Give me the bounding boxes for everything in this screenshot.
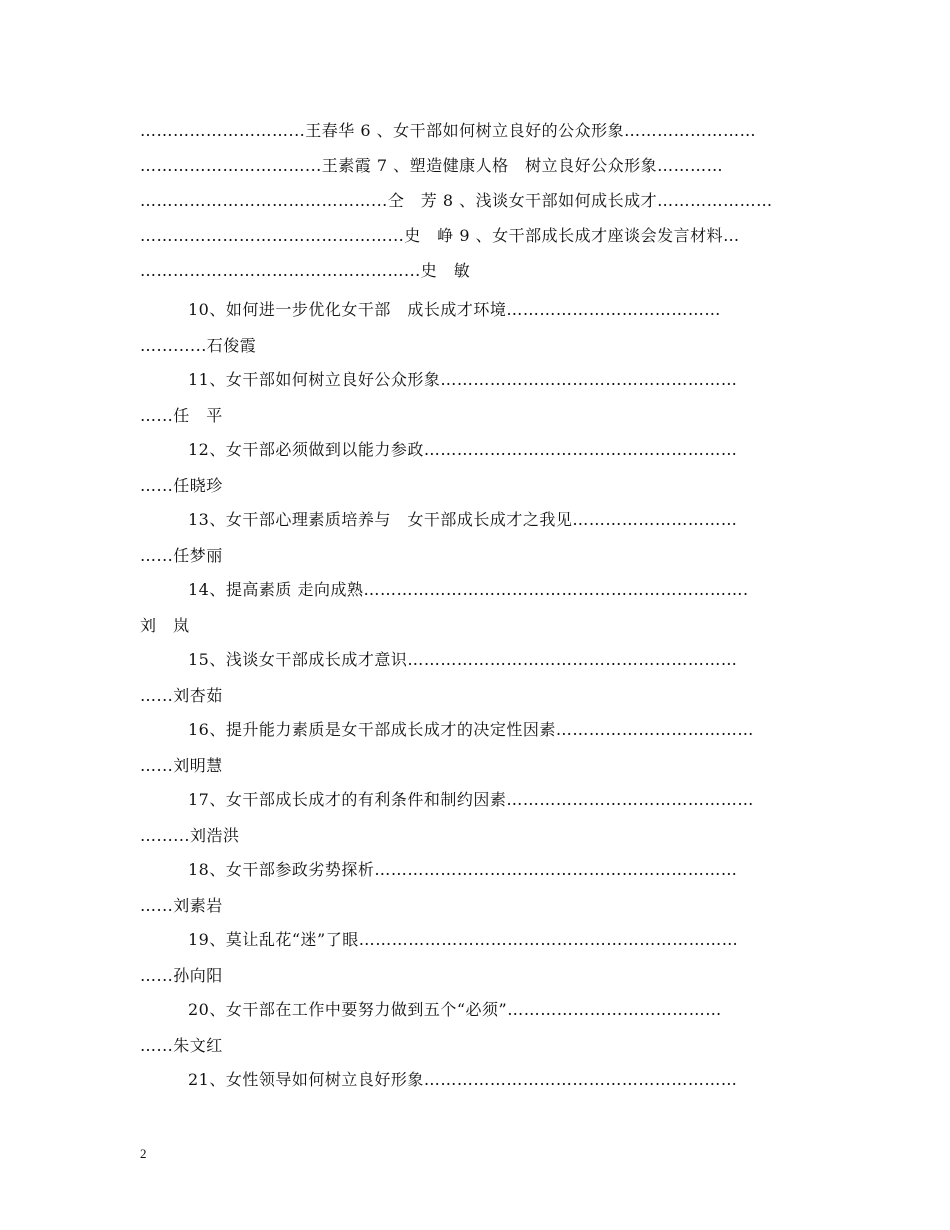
toc-entry-author: …...朱文红: [140, 1036, 223, 1055]
page-number: 2: [140, 1146, 147, 1161]
toc-entry-author: …...任 平: [140, 406, 223, 425]
toc-line: ………………………...王春华 6 、女干部如何树立良好的公众形象……………………: [140, 121, 757, 140]
toc-line: …………………………………………...史 敏: [140, 261, 471, 280]
toc-entry-author: …...任梦丽: [140, 546, 223, 565]
toc-entry-title: 16、提升能力素质是女干部成长成才的决定性因素………………………………: [188, 720, 754, 739]
toc-line: …………………………...王素霞 7 、塑造健康人格 树立良好公众形象…………: [140, 156, 724, 175]
toc-line: ………………………………………...史 峥 9 、女干部成长成才座谈会发言材料…: [140, 226, 740, 245]
toc-line: ……………………………………...仝 芳 8 、浅谈女干部如何成长成才…………………: [140, 191, 773, 210]
toc-entry-author: …...刘明慧: [140, 756, 223, 775]
toc-entry-author: …...刘素岩: [140, 896, 223, 915]
toc-entry-author: …...任晓珍: [140, 476, 223, 495]
toc-entry-author: …...刘杏茹: [140, 686, 223, 705]
toc-entry-title: 19、莫让乱花“迷”了眼……………………………………………………………: [188, 930, 739, 949]
toc-entry-title: 12、女干部必须做到以能力参政…………………………………………………: [188, 440, 738, 459]
toc-entry-author: …......刘浩洪: [140, 826, 240, 845]
toc-entry-title: 20、女干部在工作中要努力做到五个“必须”…………………………………: [188, 1000, 722, 1019]
toc-entry-title: 10、如何进一步优化女干部 成长成才环境…………………………………: [188, 300, 721, 319]
toc-entry-author: 刘 岚: [140, 616, 190, 635]
toc-entry-author: ….........石俊霞: [140, 336, 257, 355]
toc-entry-title: 15、浅谈女干部成长成才意识……………………………………………………: [188, 650, 738, 669]
toc-entry-title: 14、提高素质 走向成熟…………………………………………………………….: [188, 580, 749, 599]
toc-entry-author: …...孙向阳: [140, 966, 223, 985]
toc-entry-title: 17、女干部成长成才的有利条件和制约因素………………………………………: [188, 790, 754, 809]
toc-entry-title: 13、女干部心理素质培养与 女干部成长成才之我见…………………………: [188, 510, 738, 529]
toc-entry-title: 18、女干部参政劣势探析…………………………………………………………: [188, 860, 738, 879]
toc-entry-title: 11、女干部如何树立良好公众形象………………………………………………: [188, 370, 738, 389]
toc-entry-title: 21、女性领导如何树立良好形象…………………………………………………: [188, 1070, 738, 1089]
